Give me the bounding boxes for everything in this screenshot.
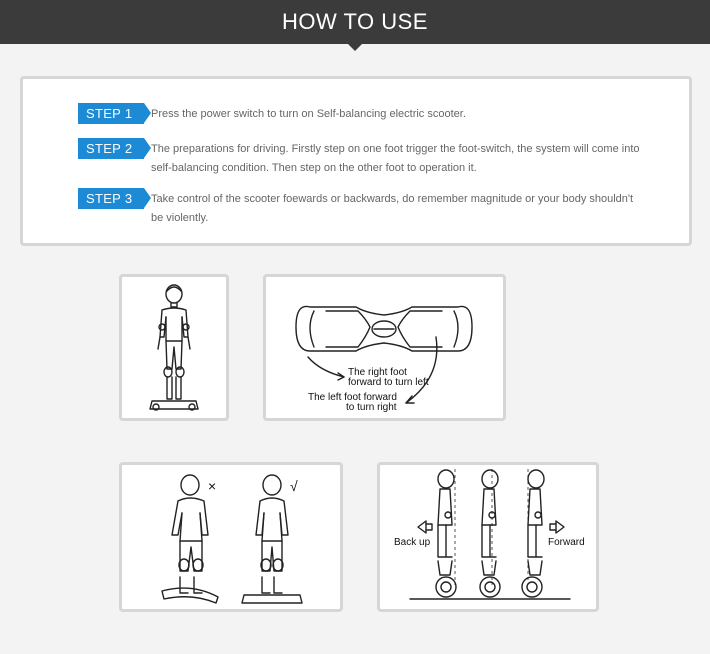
hoverboard-top-view	[266, 277, 503, 418]
motion-panel	[377, 462, 599, 612]
steps-panel	[20, 76, 692, 246]
left-foot-label-line1: The left foot forward	[308, 392, 397, 403]
page-title: HOW TO USE	[282, 9, 428, 34]
right-foot-label-line2: forward to turn left	[348, 377, 429, 388]
step-text: Press the power switch to turn on Self-balancing electric scooter.	[151, 108, 466, 120]
turning-diagram-panel	[263, 274, 506, 421]
right-foot-label-line1: The right foot	[348, 367, 407, 378]
step-badge: STEP 1	[78, 103, 144, 124]
step-badge: STEP 3	[78, 188, 144, 209]
step-badge: STEP 2	[78, 138, 144, 159]
forward-label: Forward	[548, 537, 585, 548]
posture-panel	[119, 462, 343, 612]
posture-illustration	[122, 465, 340, 609]
header-notch	[348, 44, 362, 51]
back-up-label: Back up	[394, 537, 431, 548]
motion-illustration	[380, 465, 596, 609]
left-foot-label-line2: to turn right	[346, 402, 397, 413]
standing-rider-illustration	[122, 277, 226, 418]
step-text: Take control of the scooter foewards or backwards, do remember magnitude or your body shouldn't be violently.	[151, 193, 634, 224]
step-text: The preparations for driving. Firstly step on one foot trigger the foot-switch, the system will come into self-balancing condition. Then step on the other foot to operation it.	[151, 143, 640, 174]
header-bar	[0, 0, 710, 44]
right-mark: √	[290, 478, 298, 494]
wrong-mark: ×	[208, 478, 217, 494]
standing-rider-panel	[119, 274, 229, 421]
